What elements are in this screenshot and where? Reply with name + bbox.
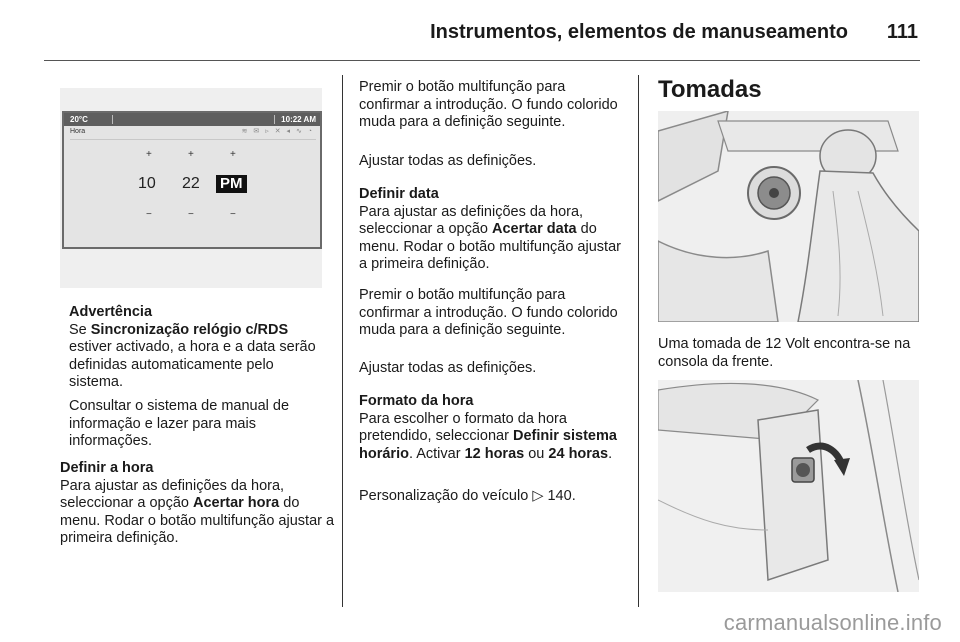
status-bar-separator (112, 115, 113, 124)
console-socket-drawing (658, 380, 919, 592)
time-format-option: Definir sistema horário (359, 428, 617, 462)
adjust-paragraph-1: Ajustar todas as definições. (359, 153, 537, 169)
hour-decrease-icon: − (146, 209, 152, 220)
screen-separator (70, 139, 316, 140)
set-date-section (359, 186, 629, 274)
page-ref-icon: ▷ (532, 488, 544, 504)
confirm-paragraph-2: Premir o botão multifunção para confirmar a introdução. O fundo colorido muda para a definição seguinte. (359, 287, 618, 338)
format-24h: 24 horas (548, 445, 609, 462)
status-bar-separator (274, 115, 275, 124)
time-format-section (359, 393, 629, 463)
ampm-decrease-icon: − (230, 209, 236, 220)
column-divider-2 (638, 75, 639, 607)
time-format-text: ou (524, 445, 549, 462)
clock-minute: 22 (182, 175, 200, 192)
screen-status-bar (64, 113, 320, 126)
screen-time: 10:22 AM (281, 115, 316, 124)
set-time-option: Acertar hora (193, 495, 280, 511)
running-header-title: Instrumentos, elementos de manuseamento (430, 21, 848, 43)
set-date-text: do menu. Rodar o botão multifunção ajustar a primeira definição. (359, 221, 621, 272)
socket-console-illustration (658, 111, 919, 322)
warning-option: Sincronização relógio c/RDS (90, 321, 289, 338)
adjust-paragraph-2: Ajustar todas as definições. (359, 360, 537, 376)
time-format-text: . (608, 445, 613, 462)
page-number: 111 (886, 21, 918, 43)
screen-status-icons: ≋ ✉ ▹ ✕ ◂ ∿ ◔ (241, 128, 314, 135)
ampm-increase-icon: + (230, 149, 236, 160)
header-rule (44, 60, 920, 61)
vehicle-personalization-ref (359, 488, 629, 506)
set-time-section (60, 460, 335, 548)
column-divider-1 (342, 75, 343, 607)
socket-caption: Uma tomada de 12 Volt encontra-se na consola da frente. (658, 336, 911, 370)
set-time-text: do menu. Rodar o botão multifunção ajustar a primeira definição. (60, 495, 335, 546)
warning-heading: Advertência (69, 304, 153, 320)
front-console-socket-illustration (658, 380, 919, 592)
time-format-text: Para escolher o formato da hora pretendido, seleccionar (359, 410, 567, 444)
warning-paragraph-2: Consultar o sistema de manual de informação e lazer para mais informações. (69, 398, 290, 449)
set-date-text: Para ajustar as definições da hora, seleccionar a opção (359, 203, 584, 237)
time-format-text: . Activar (408, 445, 465, 462)
minute-decrease-icon: − (188, 209, 194, 220)
warning-note (69, 304, 329, 392)
clock-screen (62, 111, 322, 249)
set-date-heading: Definir data (359, 186, 439, 202)
minute-increase-icon: + (188, 149, 194, 160)
watermark: carmanualsonline.info (723, 610, 942, 635)
section-heading-tomadas: Tomadas (658, 76, 762, 103)
hour-increase-icon: + (146, 149, 152, 160)
set-time-text: Para ajustar as definições da hora, seleccionar a opção (60, 477, 285, 511)
format-12h: 12 horas (464, 445, 525, 462)
set-time-heading: Definir a hora (60, 460, 154, 476)
time-format-heading: Formato da hora (359, 393, 474, 409)
confirm-paragraph-1: Premir o botão multifunção para confirmar a introdução. O fundo colorido muda para a definição seguinte. (359, 79, 618, 130)
gear-shift-socket-drawing (658, 111, 919, 322)
screen-title: Hora (70, 128, 86, 135)
warning-text: estiver activado, a hora e a data serão definidas automaticamente pelo sistema. (69, 339, 316, 390)
ref-text: Personalização do veículo (359, 488, 529, 504)
screen-temperature: 20°C (70, 115, 88, 124)
clock-hour: 10 (138, 175, 156, 192)
warning-text: Se (69, 321, 91, 338)
clock-ampm: PM (216, 175, 247, 193)
set-date-option: Acertar data (492, 221, 577, 237)
ref-page: 140. (543, 488, 576, 504)
